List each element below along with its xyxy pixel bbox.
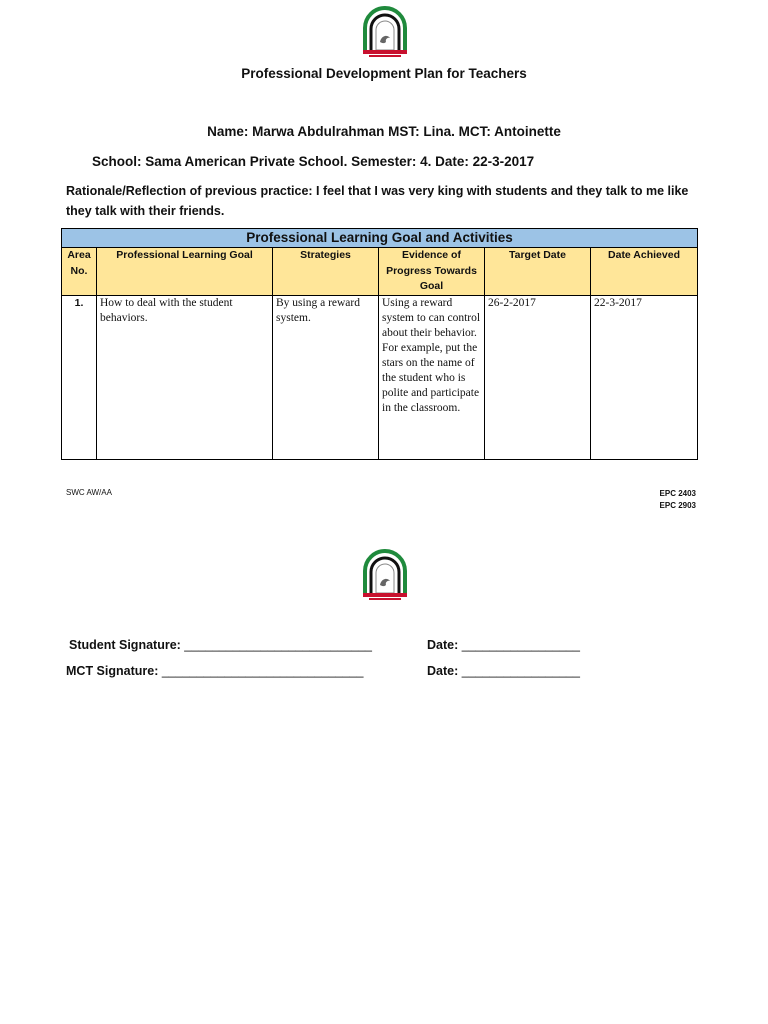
student-signature-label: Student Signature: [69,638,181,652]
mct-date-field[interactable] [427,664,580,678]
cell-learning-goal: How to deal with the student behaviors. [97,296,273,460]
cell-date-achieved: 22-3-2017 [591,296,698,460]
header-target-date: Target Date [485,248,591,296]
mct-signature-field[interactable] [66,664,363,678]
header-date-achieved: Date Achieved [591,248,698,296]
cell-area-no: 1. [62,296,97,460]
student-date-field[interactable] [427,638,580,652]
college-logo [361,6,409,60]
name-line: Name: Marwa Abdulrahman MST: Lina. MCT: Antoinette [207,124,561,139]
mct-signature-label: MCT Signature: [66,664,159,678]
cell-target-date: 26-2-2017 [485,296,591,460]
table-row [62,296,698,460]
plan-table-title: Professional Learning Goal and Activities [62,229,698,248]
college-logo-second [361,549,409,603]
cell-strategies: By using a reward system. [273,296,379,460]
student-date-line: _________________ [461,638,580,652]
footer-code-left: SWC AW/AA [66,488,112,497]
plan-table [61,228,698,460]
student-signature-line: ___________________________ [184,638,372,652]
header-area-no: Area No. [62,248,97,296]
mct-date-line: _________________ [461,664,580,678]
header-learning-goal: Professional Learning Goal [97,248,273,296]
mct-date-label: Date: [427,664,459,678]
header-strategies: Strategies [273,248,379,296]
footer-codes-right [660,488,696,512]
header-evidence: Evidence of Progress Towards Goal [379,248,485,296]
rationale-text: Rationale/Reflection of previous practice: I feel that I was very king with students and they talk to me like they talk with their friends. [66,184,689,218]
student-date-label: Date: [427,638,459,652]
mct-signature-line: _____________________________ [161,664,364,678]
document-title: Professional Development Plan for Teachers [241,66,527,81]
school-line: School: Sama American Private School. Semester: 4. Date: 22-3-2017 [92,154,535,169]
footer-code-1: EPC 2403 [659,489,696,498]
student-signature-field[interactable] [69,638,372,652]
plan-table-header-row [62,248,698,296]
footer-code-2: EPC 2903 [659,501,696,510]
cell-evidence: Using a reward system to can control about their behavior. For example, put the stars on the name of the student who is polite and participate in the classroom. [379,296,485,460]
